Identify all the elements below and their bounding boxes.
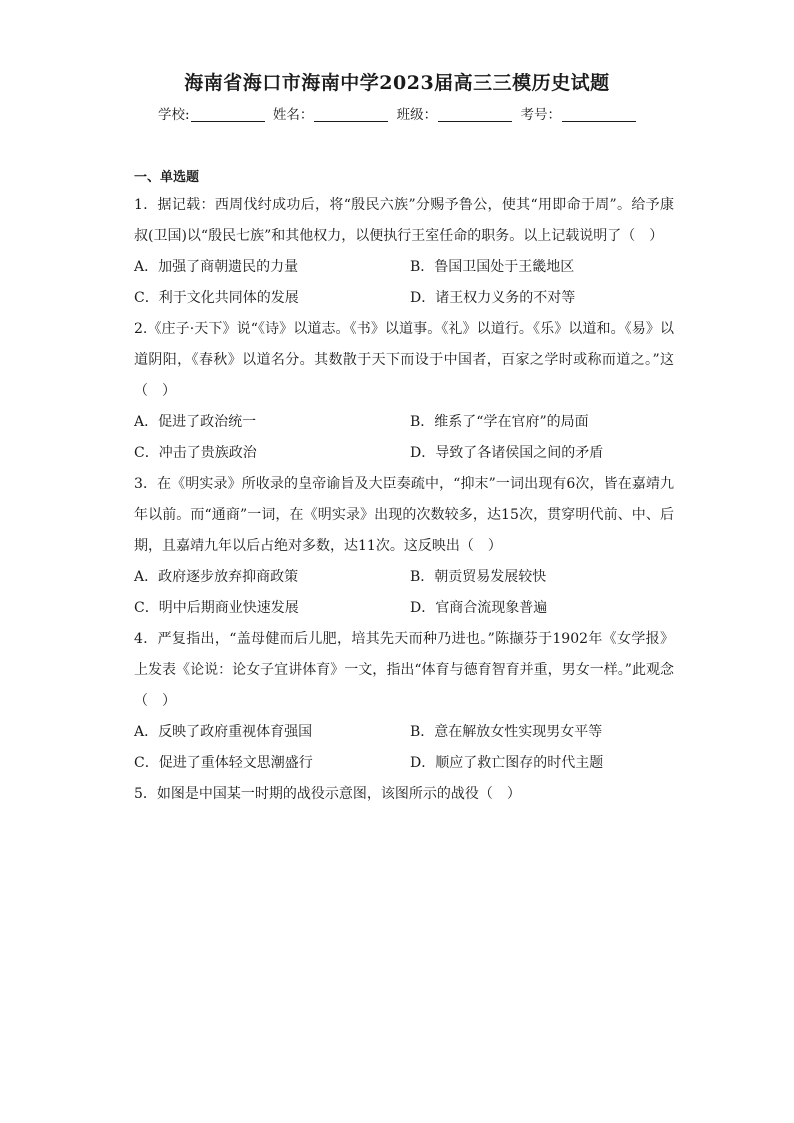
question-1 (134, 190, 674, 314)
class-blank[interactable] (438, 107, 512, 122)
option-b[interactable]: B．鲁国卫国处于王畿地区 (410, 259, 575, 275)
id-field (520, 103, 636, 123)
option-d[interactable]: D．诸王权力义务的不对等 (410, 290, 576, 306)
option-a[interactable]: A．反映了政府重视体育强国 (134, 724, 313, 740)
school-label: 学校: (158, 107, 190, 123)
question-4 (134, 624, 674, 779)
question-stem: 2.《庄子·天下》说“《诗》以道志。《书》以道事。《礼》以道行。《乐》以道和。《易》以道阴阳，《春秋》以道名分。其数散于天下而设于中国者，百家之学时或称而道之。”这（ ） (134, 321, 674, 399)
id-blank[interactable] (562, 107, 636, 122)
name-field (273, 103, 389, 123)
question-stem: 4．严复指出，“盖母健而后儿肥，培其先天而种乃进也。”陈撷芬于1902年《女学报》上发表《论说：论女子宜讲体育》一文，指出“体育与德育智育并重，男女一样。”此观念（ ） (134, 631, 674, 709)
class-field (397, 103, 513, 123)
option-b[interactable]: B．意在解放女性实现男女平等 (410, 724, 603, 740)
option-c[interactable]: C．明中后期商业快速发展 (134, 600, 299, 616)
options-grid (134, 407, 674, 469)
question-5 (134, 779, 674, 810)
options-grid (134, 562, 674, 624)
option-a[interactable]: A．加强了商朝遗民的力量 (134, 259, 299, 275)
option-d[interactable]: D．导致了各诸侯国之间的矛盾 (410, 445, 604, 461)
option-c[interactable]: C．冲击了贵族政治 (134, 445, 257, 461)
option-b[interactable]: B．维系了“学在官府”的局面 (410, 414, 589, 430)
name-label: 姓名： (272, 107, 314, 123)
question-stem: 5．如图是中国某一时期的战役示意图，该图所示的战役（ ） (134, 786, 521, 802)
class-label: 班级： (396, 107, 438, 123)
option-a[interactable]: A．促进了政治统一 (134, 414, 257, 430)
questions-list (134, 190, 674, 810)
question-3 (134, 469, 674, 624)
question-stem: 3．在《明实录》所收录的皇帝谕旨及大臣奏疏中，“抑末”一词出现有6次，皆在嘉靖九年以前。而“通商”一词，在《明实录》出现的次数较多，达15次，贯穿明代前、中、后期，且嘉靖九年以后占绝对多数，达11次。这反映出（ ） (134, 476, 674, 554)
option-c[interactable]: C．促进了重体轻文思潮盛行 (134, 755, 313, 771)
options-grid (134, 717, 674, 779)
question-2 (134, 314, 674, 469)
option-a[interactable]: A．政府逐步放弃抑商政策 (134, 569, 299, 585)
name-blank[interactable] (314, 107, 388, 122)
school-blank[interactable] (191, 107, 265, 122)
student-info-row (0, 103, 794, 123)
option-c[interactable]: C．利于文化共同体的发展 (134, 290, 299, 306)
school-field (158, 103, 265, 123)
id-label: 考号： (520, 107, 561, 123)
option-d[interactable]: D．官商合流现象普遍 (410, 600, 548, 616)
option-d[interactable]: D．顺应了救亡图存的时代主题 (410, 755, 604, 771)
options-grid (134, 252, 674, 314)
option-b[interactable]: B．朝贡贸易发展较快 (410, 569, 547, 585)
section-heading: 一、单选题 (134, 170, 200, 185)
question-stem: 1．据记载：西周伐纣成功后，将“殷民六族”分赐予鲁公，使其“用即命于周”。给予康叔(卫国)以“殷民七族”和其他权力，以便执行王室任命的职务。以上记载说明了（ ） (134, 197, 674, 244)
exam-title: 海南省海口市海南中学2023届高三三模历史试题 (184, 72, 610, 94)
